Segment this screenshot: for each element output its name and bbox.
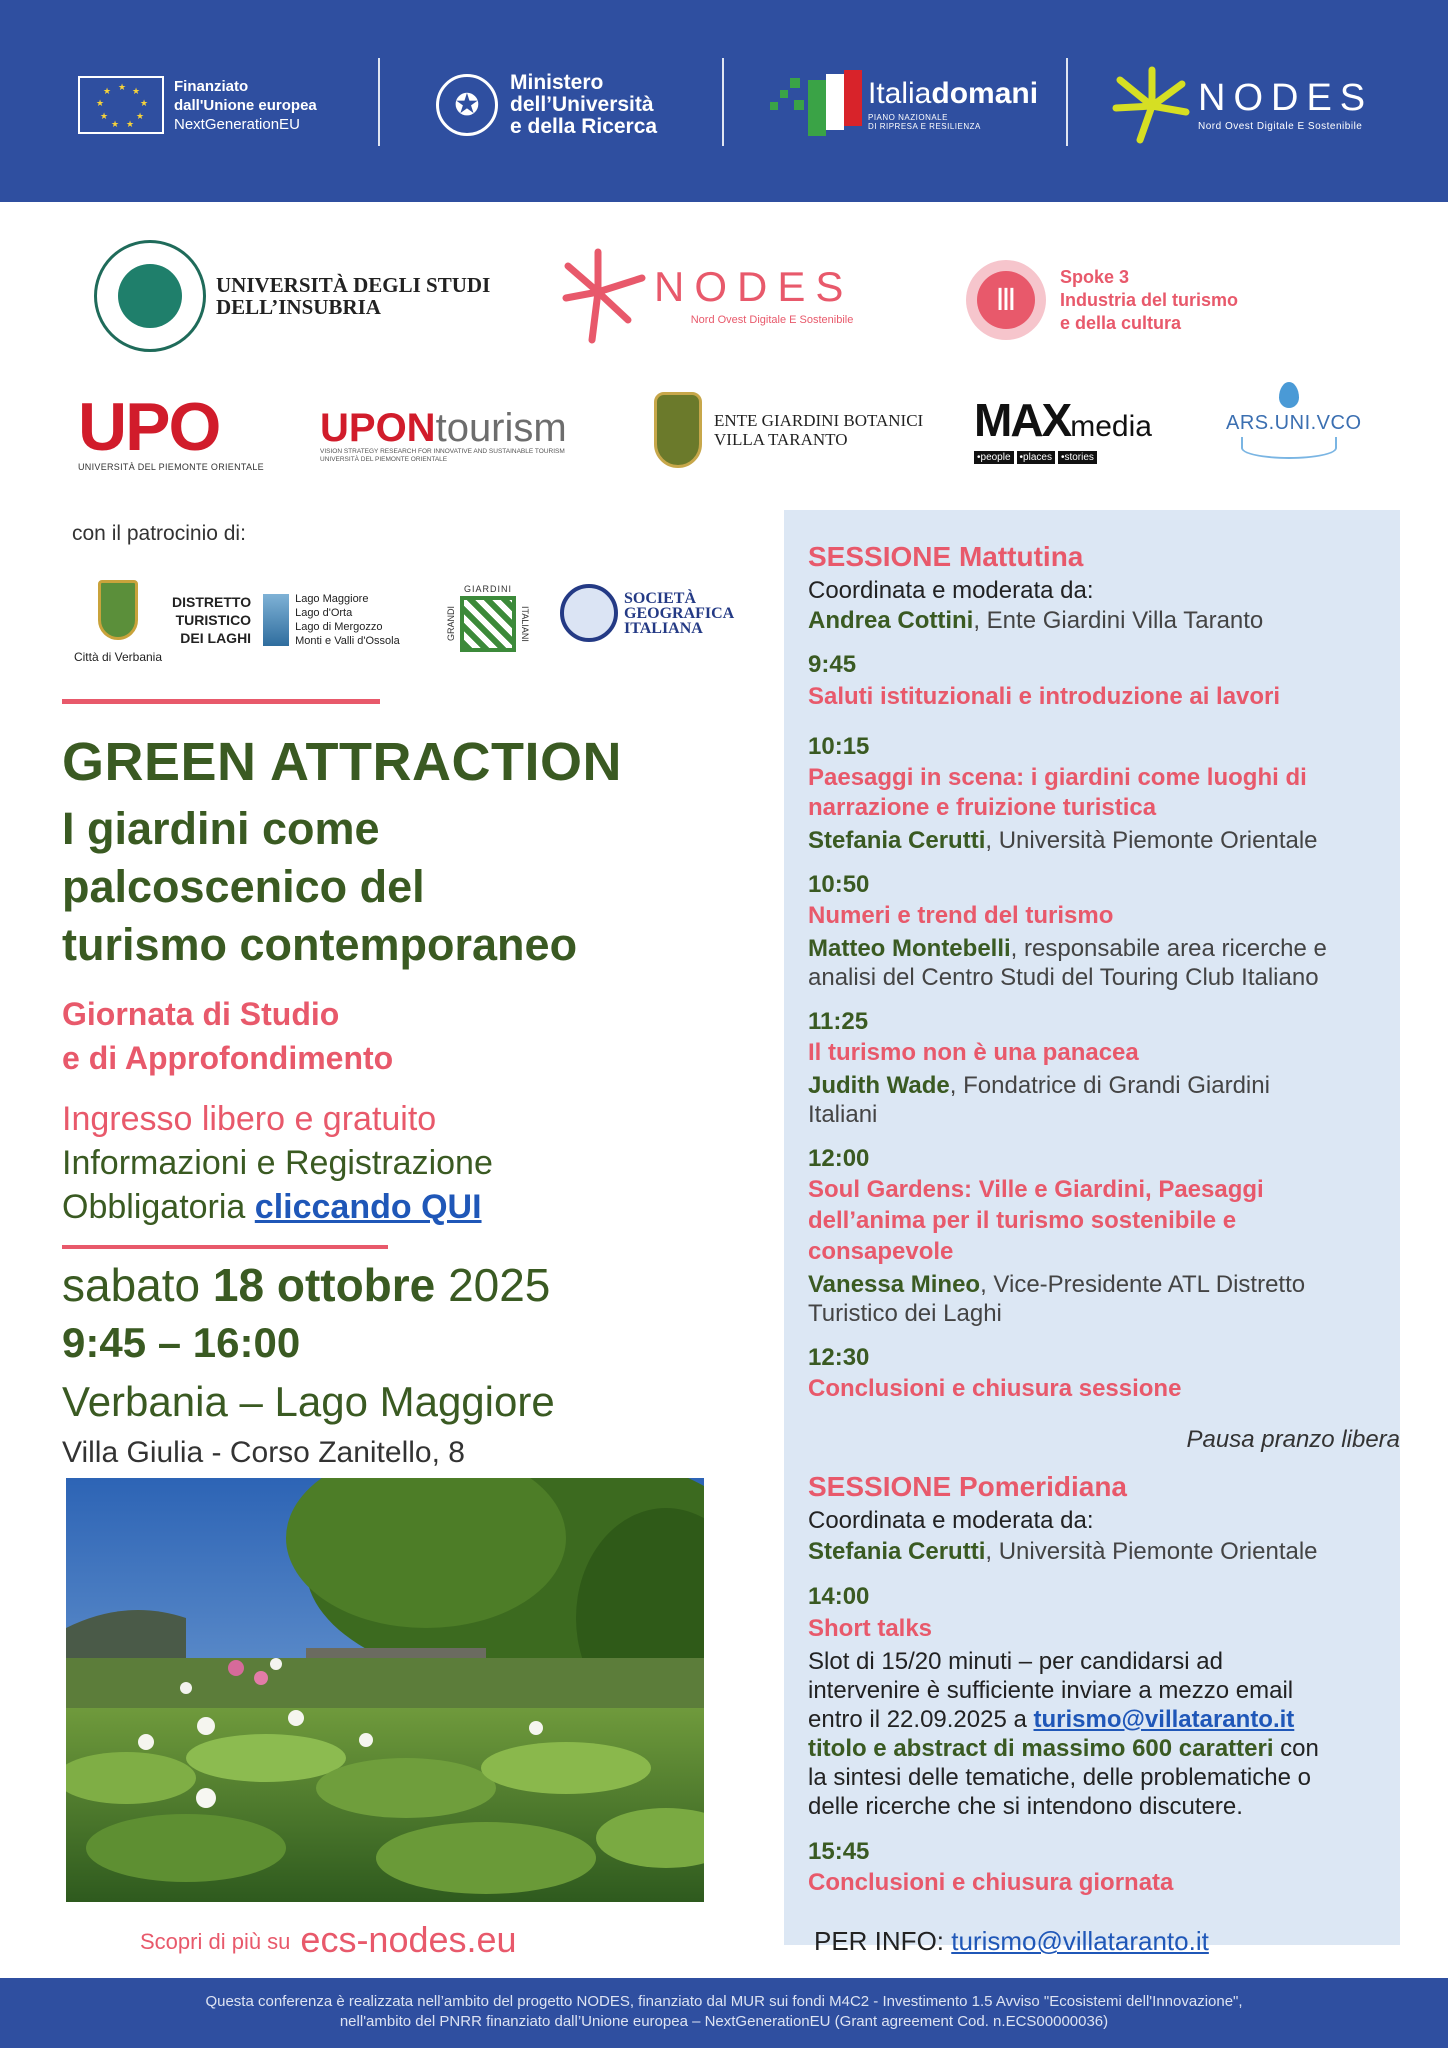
nodes-star-icon — [1112, 66, 1190, 144]
mur-logo — [436, 55, 657, 155]
nodes-star-icon — [562, 248, 648, 344]
giardini-right: ITALIANI — [520, 606, 530, 642]
afternoon-session-title: SESSIONE Pomeridiana — [808, 1471, 1127, 1502]
media-word: media — [1070, 410, 1152, 443]
tourism-word: tourism — [435, 406, 567, 450]
date-weekday: sabato — [62, 1259, 201, 1311]
max-tag-stories: •stories — [1058, 451, 1097, 464]
event-time: 9:45 – 16:00 — [62, 1319, 301, 1366]
divider — [1066, 58, 1068, 146]
divider — [722, 58, 724, 146]
event-address: Villa Giulia - Corso Zanitello, 8 — [62, 1436, 465, 1469]
agenda-title: consapevole — [808, 1238, 954, 1265]
nodes-word: NODES — [1198, 76, 1374, 119]
max-word: MAX — [974, 394, 1071, 446]
accent-divider — [62, 1245, 388, 1249]
mur-line3: e della Ricerca — [510, 115, 658, 138]
agenda-title: Paesaggi in scena: i giardini come luoghi di — [808, 764, 1307, 791]
nodes-sub: Nord Ovest Digitale E Sostenibile — [690, 314, 854, 326]
top-banner — [0, 0, 1448, 202]
upon-word: UPON — [320, 406, 436, 450]
morning-session-title: SESSIONE Mattutina — [808, 541, 1084, 572]
distretto-line3: DEI LAGHI — [180, 630, 252, 646]
pnrr-sub1: PIANO NAZIONALE — [868, 113, 948, 122]
ente-giardini-logo — [654, 392, 923, 468]
lago-2: Lago d'Orta — [295, 607, 353, 619]
website-link[interactable]: ecs-nodes.eu — [300, 1919, 517, 1960]
agenda-speaker: Judith Wade, Fondatrice di Grandi Giardini — [808, 1072, 1270, 1099]
agenda-title: dell’anima per il turismo sostenibile e — [808, 1207, 1237, 1234]
ente-line1: ENTE GIARDINI BOTANICI — [714, 411, 924, 430]
distretto-laghi-logo — [172, 592, 400, 648]
submission-email-link[interactable]: turismo@villataranto.it — [1033, 1706, 1295, 1733]
upo-word: UPO — [78, 389, 220, 465]
lago-4: Monti e Valli d'Ossola — [295, 635, 400, 647]
footer — [0, 1978, 1448, 2048]
perinfo-label: PER INFO: — [814, 1926, 952, 1956]
agenda-speaker: Vanessa Mineo, Vice-Presidente ATL Distretto — [808, 1271, 1306, 1298]
distretto-line1: DISTRETTO — [172, 594, 252, 610]
short-talks-desc: entro il 22.09.2025 a turismo@villataranto.it — [808, 1706, 1295, 1733]
agenda-time: 10:50 — [808, 871, 870, 898]
eu-line2: dall'Unione europea — [174, 96, 317, 114]
lunch-break: Pausa pranzo libera — [1186, 1426, 1400, 1453]
agenda-speaker: Stefania Cerutti, Università Piemonte Orientale — [808, 827, 1318, 854]
mur-line2: dell’Università — [510, 93, 654, 116]
date-day: 18 ottobre — [212, 1259, 436, 1311]
upon-sub2: UNIVERSITÀ DEL PIEMONTE ORIENTALE — [320, 456, 448, 463]
short-talks-desc: la sintesi delle tematiche, delle problematiche o — [808, 1764, 1311, 1791]
garden-maze-icon — [460, 596, 516, 652]
event-title: GREEN ATTRACTION — [62, 732, 622, 792]
date-year: 2025 — [448, 1259, 551, 1311]
event-date — [62, 1256, 550, 1314]
footer-line1: Questa conferenza è realizzata nell’ambito del progetto NODES, finanziato dal MUR sui fondi M4C2 - Investimento 1.5 Avviso "Ecosistemi dell'Innovazione", — [205, 1993, 1243, 2010]
giardini-top: GIARDINI — [463, 584, 512, 594]
domani-word: domani — [931, 77, 1039, 110]
subtitle-line1: I giardini come — [62, 803, 380, 854]
agenda-time: 15:45 — [808, 1838, 870, 1865]
registration-line1: Informazioni e Registrazione — [62, 1144, 493, 1182]
agenda-time: 9:45 — [808, 651, 857, 678]
spoke-line1: Spoke 3 — [1060, 266, 1130, 287]
contact-info — [814, 1924, 1209, 1958]
ars-univco-logo — [1226, 382, 1362, 459]
short-talks-desc: Slot di 15/20 minuti – per candidarsi ad — [808, 1648, 1223, 1675]
agenda-title: narrazione e fruizione turistica — [808, 794, 1157, 821]
eu-flag-icon: ★ ★ ★ ★ ★ ★ ★ ★ ★ — [78, 76, 164, 134]
agenda-time: 14:00 — [808, 1583, 870, 1610]
nodes-logo-top — [1112, 55, 1373, 155]
ente-line2: VILLA TARANTO — [714, 430, 848, 449]
agenda-speaker-cont: Turistico dei Laghi — [808, 1300, 1002, 1327]
agenda-time: 11:25 — [808, 1008, 869, 1035]
morning-moderator: Andrea Cottini, Ente Giardini Villa Taranto — [808, 607, 1264, 634]
giardini-left: GRANDI — [446, 606, 456, 642]
globe-icon — [560, 584, 618, 642]
agenda-time: 12:30 — [808, 1344, 870, 1371]
free-entry-label: Ingresso libero e gratuito — [62, 1100, 437, 1138]
ripple-icon — [1241, 437, 1337, 459]
afternoon-moderator: Stefania Cerutti, Università Piemonte Orientale — [808, 1538, 1318, 1565]
agenda-title: Short talks — [808, 1615, 933, 1642]
insubria-seal-icon — [94, 240, 206, 352]
crest-icon — [654, 392, 702, 468]
website-line — [140, 1914, 517, 1968]
footer-line2: nell'ambito del PNRR finanziato dall’Unione europea – NextGenerationEU (Grant agreement Cod. n.ECS00000036) — [339, 2013, 1109, 2030]
contact-email-link[interactable]: turismo@villataranto.it — [951, 1926, 1209, 1956]
scopri-label: Scopri di più su — [140, 1929, 291, 1954]
nodes-sub: Nord Ovest Digitale E Sostenibile — [1198, 120, 1363, 132]
morning-coord-label: Coordinata e moderata da: — [808, 577, 1094, 604]
column-icon: Ⅲ — [966, 260, 1046, 340]
short-talks-desc: intervenire è sufficiente inviare a mezzo email — [808, 1677, 1294, 1704]
republic-emblem-icon: ✪ — [436, 74, 498, 136]
eu-funding-logo — [78, 55, 317, 155]
afternoon-coord-label: Coordinata e moderata da: — [808, 1507, 1094, 1534]
max-tag-places: •places — [1017, 451, 1055, 464]
divider — [378, 58, 380, 146]
spoke-line3: e della cultura — [1060, 312, 1182, 333]
subtitle-line3: turismo contemporaneo — [62, 919, 578, 970]
eu-line1: Finanziato — [174, 77, 249, 95]
short-talks-desc: delle ricerche che si intendono discutere. — [808, 1793, 1243, 1820]
agenda-title: Il turismo non è una panacea — [808, 1039, 1139, 1066]
italian-flag-icon — [770, 70, 862, 140]
eu-line3: NextGenerationEU — [174, 115, 300, 133]
nodes-word: NODES — [654, 263, 854, 310]
upontourism-logo — [320, 408, 567, 464]
distretto-line2: TURISTICO — [175, 612, 252, 628]
maxmedia-logo — [974, 394, 1152, 464]
accent-divider — [62, 699, 380, 704]
agenda-title: Conclusioni e chiusura giornata — [808, 1869, 1174, 1896]
subtitle-line2: palcoscenico del — [62, 861, 425, 912]
verbania-crest-icon — [98, 580, 138, 640]
grandi-giardini-logo — [444, 584, 532, 652]
sgi-logo — [560, 584, 734, 642]
sgi-line3: ITALIANA — [624, 619, 703, 637]
spoke3-logo — [966, 260, 1238, 340]
agenda-speaker-cont: Italiani — [808, 1101, 878, 1128]
upon-sub1: VISION STRATEGY RESEARCH FOR INNOVATIVE AND SUSTAINABLE TOURISM — [320, 448, 565, 455]
short-talks-desc: titolo e abstract di massimo 600 caratteri con — [808, 1735, 1319, 1762]
upo-logo — [78, 389, 264, 472]
sgi-line1: SOCIETÀ — [624, 589, 697, 607]
spoke-line2: Industria del turismo — [1060, 289, 1239, 310]
lake-icon — [263, 594, 289, 646]
verbania-logo — [68, 580, 168, 664]
upo-sub: UNIVERSITÀ DEL PIEMONTE ORIENTALE — [78, 462, 264, 472]
event-subtitle — [62, 800, 702, 974]
water-drop-icon — [1279, 382, 1299, 408]
lotus-garden-photo — [66, 1478, 704, 1902]
registration-link[interactable]: cliccando QUI — [254, 1188, 482, 1226]
insubria-line1: UNIVERSITÀ DEGLI STUDI — [216, 273, 491, 297]
study-day-label — [62, 992, 393, 1080]
agenda-time: 12:00 — [808, 1145, 870, 1172]
pnrr-sub2: DI RIPRESA E RESILIENZA — [868, 122, 981, 131]
ars-word: ARS.UNI.VCO — [1226, 412, 1362, 434]
registration-line2: Obbligatoria — [62, 1188, 246, 1226]
giornata-line2: e di Approfondimento — [62, 1040, 394, 1076]
giornata-line1: Giornata di Studio — [62, 996, 340, 1032]
event-place: Verbania – Lago Maggiore — [62, 1378, 555, 1425]
agenda-speaker-cont: analisi del Centro Studi del Touring Club Italiano — [808, 964, 1319, 991]
agenda-title: Conclusioni e chiusura sessione — [808, 1375, 1182, 1402]
patronage-label: con il patrocinio di: — [72, 522, 246, 545]
insubria-logo — [94, 240, 490, 352]
agenda-title: Numeri e trend del turismo — [808, 902, 1114, 929]
max-tag-people: •people — [974, 451, 1014, 464]
agenda-title: Saluti istituzionali e introduzione ai lavori — [808, 683, 1281, 710]
lago-3: Lago di Mergozzo — [295, 621, 383, 633]
italia-word: Italia — [868, 77, 932, 110]
agenda-time: 10:15 — [808, 733, 870, 760]
agenda-speaker: Matteo Montebelli, responsabile area ricerche e — [808, 935, 1327, 962]
mur-line1: Ministero — [510, 71, 604, 94]
lago-1: Lago Maggiore — [295, 593, 369, 605]
insubria-line2: DELL’INSUBRIA — [216, 295, 381, 319]
registration-info — [62, 1141, 493, 1229]
nodes-logo — [562, 248, 853, 344]
sgi-line2: GEOGRAFICA — [624, 604, 735, 622]
agenda-title: Soul Gardens: Ville e Giardini, Paesaggi — [808, 1176, 1264, 1203]
italiadomani-logo — [770, 55, 1038, 155]
verbania-label: Città di Verbania — [73, 650, 163, 664]
